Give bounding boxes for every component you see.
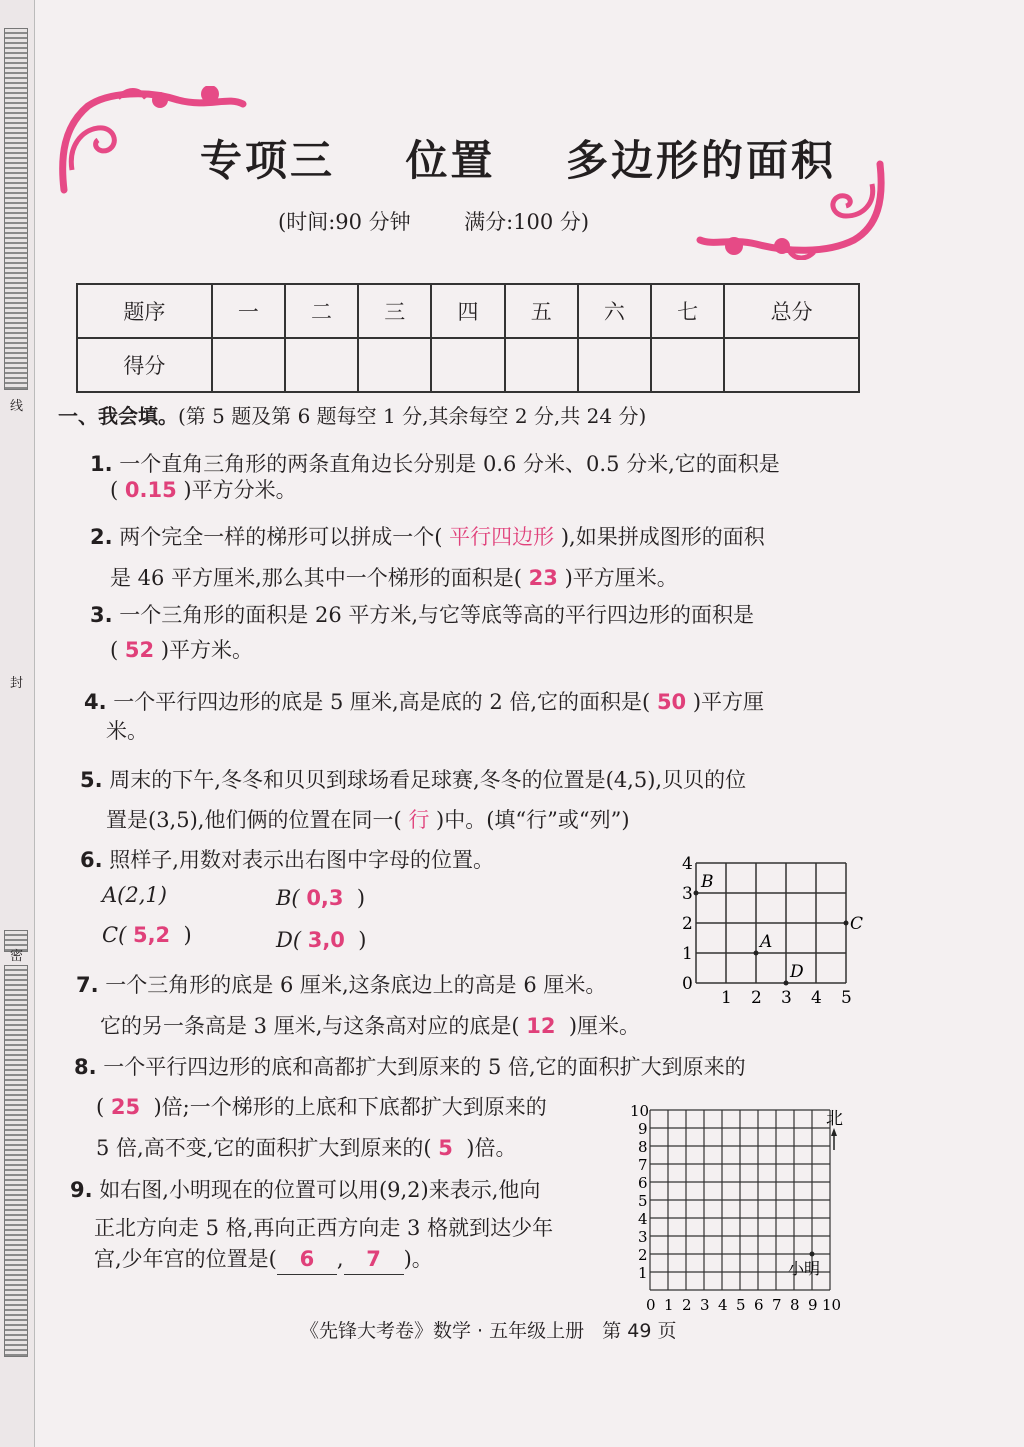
x-tick-label: 4: [811, 988, 822, 1008]
question-text: )倍;一个梯形的上底和下底都扩大到原来的: [153, 1095, 547, 1119]
point-d-label: D(: [276, 928, 302, 952]
y-tick-label: 1: [638, 1264, 648, 1282]
question-number: 3.: [90, 603, 113, 627]
x-tick-label: 1: [721, 988, 732, 1008]
y-tick-label: 6: [638, 1174, 648, 1192]
x-tick-label: 3: [781, 988, 792, 1008]
header-cell: 三: [358, 284, 431, 338]
section-label: 一、我会填。: [58, 404, 178, 428]
binding-label-seal: 封: [10, 676, 24, 691]
x-tick-label: 2: [682, 1296, 692, 1314]
header-cell: 题序: [77, 284, 212, 338]
paren-close: ): [183, 923, 192, 947]
paren-open: (: [96, 1095, 105, 1119]
question-1-line-2: [110, 475, 297, 505]
x-tick-label: 4: [718, 1296, 728, 1314]
question-text: )厘米。: [568, 1014, 641, 1038]
question-text: 周末的下午,冬冬和贝贝到球场看足球赛,冬冬的位置是(4,5),贝贝的位: [109, 768, 747, 792]
score-cell[interactable]: [285, 338, 358, 392]
header-cell: 五: [505, 284, 578, 338]
comma: ,: [336, 1247, 344, 1271]
page-title: 专项三 位置 多边形的面积: [200, 136, 836, 185]
paren-close: ): [358, 928, 367, 952]
question-8-line-2: [96, 1092, 547, 1122]
binding-label-line: 线: [10, 399, 24, 414]
question-number: 2.: [90, 525, 113, 549]
score-cell[interactable]: [578, 338, 651, 392]
x-tick-label: 5: [736, 1296, 746, 1314]
y-tick-label: 8: [638, 1138, 648, 1156]
time-and-score-note: (时间:90 分钟 满分:100 分): [278, 210, 590, 234]
question-text: 一个三角形的面积是 26 平方米,与它等底等高的平行四边形的面积是: [119, 603, 755, 627]
question-text: 一个直角三角形的两条直角边长分别是 0.6 分米、0.5 分米,它的面积是: [119, 452, 780, 476]
answer: 平行四边形: [449, 525, 555, 549]
score-cell[interactable]: [431, 338, 504, 392]
question-text: 置是(3,5),他们俩的位置在同一(: [106, 808, 402, 832]
point-label: C: [850, 914, 864, 934]
binding-perforation-bottom: [4, 965, 28, 1357]
question-2: [90, 522, 765, 552]
question-text: 5 倍,高不变,它的面积扩大到原来的(: [96, 1136, 432, 1160]
coordinate-grid-q9: [630, 1096, 860, 1322]
header-cell: 七: [651, 284, 724, 338]
question-9-line-2: 正北方向走 5 格,再向正西方向走 3 格就到达少年: [94, 1216, 554, 1240]
question-text: 它的另一条高是 3 厘米,与这条高对应的底是(: [100, 1014, 520, 1038]
binding-label-secret: 密: [10, 949, 24, 964]
score-table-score-row: [77, 338, 859, 392]
answer: 12: [526, 1014, 556, 1038]
answer: 0,3: [306, 886, 344, 910]
north-label: 北: [826, 1109, 843, 1129]
question-text: )平方厘: [692, 690, 765, 714]
answer: 25: [110, 1095, 141, 1119]
answer: 23: [528, 566, 558, 590]
section-note: (第 5 题及第 6 题每空 1 分,其余每空 2 分,共 24 分): [178, 404, 647, 428]
header-cell: 四: [431, 284, 504, 338]
answer: 50: [656, 690, 687, 714]
point-c: [844, 921, 849, 926]
x-tick-label: 0: [646, 1296, 656, 1314]
xiaoming-label: 小明: [788, 1259, 821, 1278]
score-table: [76, 283, 860, 393]
answer: 5: [438, 1136, 453, 1160]
row-label: 得分: [77, 338, 212, 392]
score-cell[interactable]: [358, 338, 431, 392]
question-8-line-3: [96, 1133, 516, 1163]
question-text: )中。(填“行”或“列”): [436, 808, 630, 832]
question-8: [74, 1052, 746, 1082]
score-cell[interactable]: [724, 338, 859, 392]
question-number: 7.: [76, 973, 99, 997]
question-7-line-2: [100, 1011, 640, 1041]
point-d: [784, 981, 789, 986]
y-tick-label: 10: [630, 1102, 650, 1120]
point-b: [694, 891, 699, 896]
y-tick-label: 4: [682, 854, 693, 874]
question-9-line-3: [94, 1244, 433, 1275]
y-tick-label: 9: [638, 1120, 648, 1138]
point-c-label: C(: [102, 923, 127, 947]
binding-perforation-top: [4, 28, 28, 390]
question-text: 如右图,小明现在的位置可以用(9,2)来表示,他向: [99, 1178, 541, 1202]
question-6: [80, 845, 494, 875]
x-tick-label: 6: [754, 1296, 764, 1314]
score-cell[interactable]: [212, 338, 285, 392]
question-3-line-2: [110, 635, 253, 665]
question-2-line-2: [110, 563, 678, 593]
question-text: 一个三角形的底是 6 厘米,这条底边上的高是 6 厘米。: [105, 973, 607, 997]
x-tick-label: 2: [751, 988, 762, 1008]
question-text: 是 46 平方厘米,那么其中一个梯形的面积是(: [110, 566, 522, 590]
y-tick-label: 2: [638, 1246, 648, 1264]
question-4: [84, 687, 764, 717]
y-tick-label: 7: [638, 1156, 648, 1174]
point-b-item: [276, 883, 365, 913]
question-number: 1.: [90, 452, 113, 476]
header-cell: 一: [212, 284, 285, 338]
header-cell: 二: [285, 284, 358, 338]
question-5: [80, 765, 746, 795]
north-arrow-head: [831, 1128, 837, 1136]
paren-close: ): [356, 886, 366, 910]
question-5-line-2: [106, 805, 630, 835]
answer: 5,2: [132, 923, 171, 947]
y-tick-label: 1: [682, 944, 693, 964]
question-text: 一个平行四边形的底和高都扩大到原来的 5 倍,它的面积扩大到原来的: [103, 1055, 746, 1079]
x-tick-label: 9: [808, 1296, 818, 1314]
x-tick-label: 3: [700, 1296, 710, 1314]
question-3: [90, 600, 754, 630]
question-text: )平方厘米。: [564, 566, 678, 590]
paren-open: (: [110, 638, 119, 662]
question-text: ),如果拼成图形的面积: [560, 525, 765, 549]
x-tick-label: 7: [772, 1296, 782, 1314]
point-a-label: A(2,1): [102, 883, 167, 907]
question-number: 8.: [74, 1055, 97, 1079]
question-number: 4.: [84, 690, 107, 714]
question-text: 两个完全一样的梯形可以拼成一个(: [119, 525, 443, 549]
y-tick-label: 4: [638, 1210, 648, 1228]
question-text: )倍。: [466, 1136, 517, 1160]
y-tick-label: 3: [638, 1228, 648, 1246]
header-cell: 总分: [724, 284, 859, 338]
score-cell[interactable]: [505, 338, 578, 392]
question-number: 6.: [80, 848, 103, 872]
coordinate-grid-q6: [676, 852, 876, 1012]
point-b-label: B(: [276, 886, 300, 910]
x-tick-label: 5: [841, 988, 852, 1008]
point-label: D: [790, 962, 804, 982]
point-d-item: [276, 925, 366, 955]
x-tick-label: 1: [664, 1296, 674, 1314]
question-4-line-2: 米。: [106, 719, 148, 743]
score-cell[interactable]: [651, 338, 724, 392]
y-tick-label: 2: [682, 914, 693, 934]
point-label: A: [760, 932, 773, 952]
x-tick-label: 8: [790, 1296, 800, 1314]
xiaoming-point: [810, 1252, 815, 1257]
paren-open: (: [110, 478, 119, 502]
answer-blank-x: 6: [277, 1244, 337, 1275]
question-number: 5.: [80, 768, 103, 792]
y-tick-label: 5: [638, 1192, 648, 1210]
question-7: [76, 970, 606, 1000]
y-tick-label: 3: [682, 884, 693, 904]
answer: 0.15: [124, 478, 177, 502]
score-table-header-row: [77, 284, 859, 338]
answer-blank-y: 7: [344, 1244, 404, 1275]
question-text: 一个平行四边形的底是 5 厘米,高是底的 2 倍,它的面积是(: [113, 690, 651, 714]
question-text: 照样子,用数对表示出右图中字母的位置。: [109, 848, 494, 872]
answer: 3,0: [307, 928, 345, 952]
section-heading: [58, 400, 646, 429]
point-a: [754, 951, 759, 956]
question-text: )平方分米。: [183, 478, 297, 502]
answer: 52: [124, 638, 155, 662]
question-text: )。: [403, 1247, 433, 1271]
answer: 行: [408, 808, 430, 832]
point-label: B: [701, 872, 714, 892]
question-text: )平方米。: [160, 638, 254, 662]
question-number: 9.: [70, 1178, 93, 1202]
y-tick-label: 0: [682, 974, 693, 994]
point-c-item: [102, 920, 192, 950]
page-footer: 《先锋大考卷》数学 · 五年级上册 第 49 页: [300, 1320, 677, 1342]
binding-margin: [0, 0, 35, 1447]
question-9: [70, 1175, 540, 1205]
header-cell: 六: [578, 284, 651, 338]
question-text: 宫,少年宫的位置是(: [94, 1247, 277, 1271]
x-tick-label: 10: [822, 1296, 842, 1314]
